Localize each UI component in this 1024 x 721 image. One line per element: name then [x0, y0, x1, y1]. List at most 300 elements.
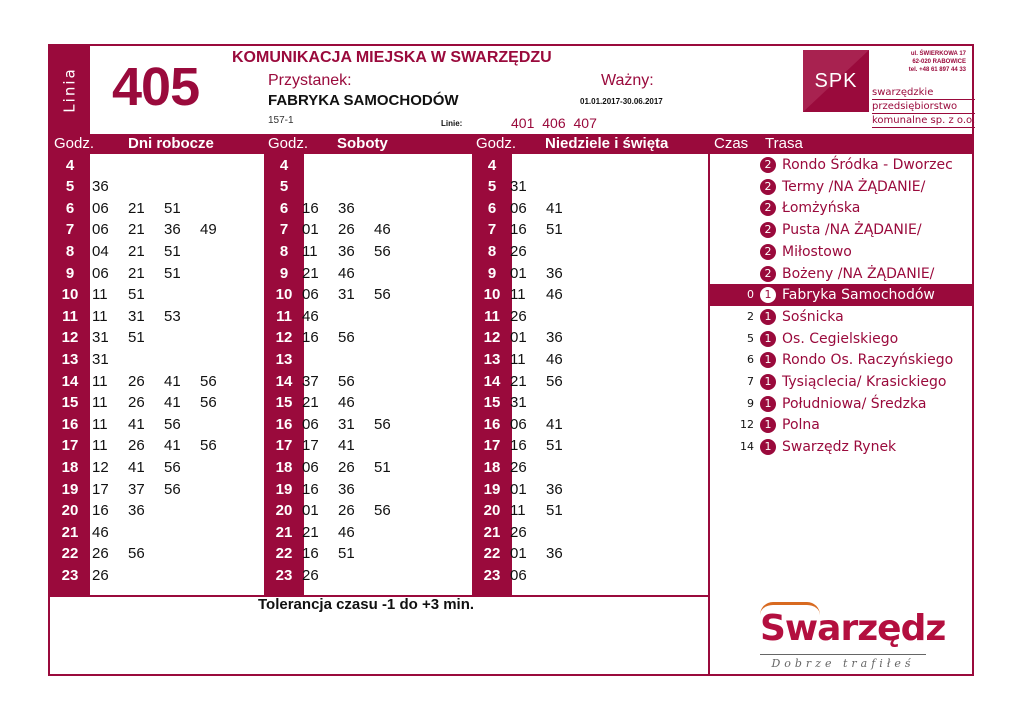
- hour-cell: 14: [61, 372, 79, 390]
- zone-badge: 1: [760, 352, 776, 368]
- minutes-cell: [510, 176, 546, 198]
- departure-minute: 51: [546, 502, 563, 520]
- hour-cell: 16: [275, 415, 293, 433]
- hour-cell: 17: [61, 437, 79, 455]
- departure-minute: 21: [128, 221, 145, 239]
- departure-minute: 36: [546, 480, 563, 498]
- hour-cell: 17: [483, 437, 501, 455]
- hour-cell: 23: [275, 566, 293, 584]
- route-stop-current: [708, 284, 972, 306]
- zone-badge: 2: [760, 179, 776, 195]
- hour-cell: 5: [487, 178, 497, 196]
- departure-minute: 26: [338, 458, 355, 476]
- hour-cell: 12: [61, 329, 79, 347]
- departure-minute: 12: [92, 458, 109, 476]
- departure-minute: 01: [510, 480, 527, 498]
- minutes-cell: [302, 414, 410, 436]
- hour-cell: 8: [279, 242, 289, 260]
- departure-minute: 11: [92, 415, 108, 433]
- route-stop-name: Rondo Śródka - Dworzec: [782, 157, 953, 173]
- departure-minute: 41: [164, 394, 181, 412]
- route-stop: [708, 349, 972, 371]
- departure-minute: 21: [128, 242, 145, 260]
- zone-badge: 1: [760, 374, 776, 390]
- departure-minute: 41: [164, 437, 181, 455]
- departure-minute: 26: [510, 307, 527, 325]
- hour-cell: 7: [65, 221, 75, 239]
- departure-minute: 53: [164, 307, 181, 325]
- hour-cell: 13: [275, 350, 293, 368]
- departure-minute: 21: [302, 523, 319, 541]
- hour-cell: 14: [275, 372, 293, 390]
- departure-minute: 51: [338, 545, 355, 563]
- minutes-cell: [92, 522, 128, 544]
- departure-minute: 26: [510, 458, 527, 476]
- stop-label: Przystanek:: [268, 72, 352, 89]
- departure-minute: 06: [302, 458, 319, 476]
- departure-minute: 56: [374, 502, 391, 520]
- hour-cell: 18: [275, 458, 293, 476]
- departure-minute: 06: [302, 286, 319, 304]
- minutes-cell: [92, 565, 128, 587]
- departure-minute: 01: [510, 329, 527, 347]
- hour-cell: 21: [61, 523, 79, 541]
- minutes-cell: [510, 306, 546, 328]
- zone-badge: 1: [760, 309, 776, 325]
- minutes-cell: [92, 306, 200, 328]
- hour-cell: 19: [483, 480, 501, 498]
- departure-minute: 11: [510, 502, 526, 520]
- departure-minute: 17: [92, 480, 109, 498]
- minutes-cell: [510, 565, 546, 587]
- hour-cell: 15: [61, 394, 79, 412]
- hour-cell: 17: [275, 437, 293, 455]
- route-time: 6: [747, 353, 754, 367]
- minutes-cell: [510, 414, 582, 436]
- route-stop: [708, 263, 972, 285]
- hour-cell: 20: [483, 502, 501, 520]
- departure-minute: 56: [128, 545, 145, 563]
- hour-cell: 11: [484, 307, 500, 325]
- minutes-cell: [302, 306, 338, 328]
- departure-minute: 31: [510, 394, 527, 412]
- hour-cell: 4: [65, 156, 75, 174]
- minutes-cell: [302, 284, 410, 306]
- hour-cell: 7: [279, 221, 289, 239]
- minutes-cell: [92, 241, 200, 263]
- page-title: KOMUNIKACJA MIEJSKA W SWARZĘDZU: [232, 49, 552, 66]
- hour-cell: 10: [483, 286, 501, 304]
- departure-minute: 26: [128, 394, 145, 412]
- departure-minute: 36: [546, 264, 563, 282]
- departure-minute: 56: [164, 458, 181, 476]
- zone-badge: 2: [760, 200, 776, 216]
- departure-minute: 04: [92, 242, 109, 260]
- departure-minute: 46: [546, 350, 563, 368]
- company-name: swarzędzkie przedsiębiorstwo komunalne sp. z o.o.: [872, 87, 976, 126]
- minutes-cell: [92, 263, 200, 285]
- departure-minute: 36: [92, 178, 109, 196]
- line-number: 405: [112, 57, 200, 117]
- valid-dates: 01.01.2017-30.06.2017: [580, 97, 663, 106]
- hour-cell: 19: [61, 480, 79, 498]
- departure-minute: 41: [128, 415, 145, 433]
- col-time: Czas: [714, 135, 749, 152]
- departure-minute: 21: [128, 264, 145, 282]
- hour-cell: 20: [61, 502, 79, 520]
- hour-cell: 19: [275, 480, 293, 498]
- company-address: ul. ŚWIERKOWA 17 62-020 RABOWICE tel. +48 61 897 44 33: [908, 51, 966, 73]
- minutes-cell: [510, 284, 582, 306]
- minutes-cell: [302, 522, 374, 544]
- route-time: 0: [747, 288, 754, 302]
- hour-cell: 6: [65, 199, 75, 217]
- minutes-cell: [302, 241, 410, 263]
- route-stop-name: Pusta /NA ŻĄDANIE/: [782, 222, 922, 239]
- route-stop-name: Południowa/ Średzka: [782, 395, 927, 412]
- minutes-cell: [92, 500, 164, 522]
- route-stop: [708, 219, 972, 241]
- zone-badge: 1: [760, 439, 776, 455]
- departure-minute: 06: [510, 199, 527, 217]
- departure-minute: 01: [510, 264, 527, 282]
- hour-cell: 6: [279, 199, 289, 217]
- departure-minute: 51: [546, 221, 563, 239]
- hour-cell: 12: [275, 329, 293, 347]
- departure-minute: 41: [128, 458, 145, 476]
- minutes-cell: [302, 219, 410, 241]
- route-time: 2: [747, 309, 754, 323]
- tolerance-note: Tolerancja czasu -1 do +3 min.: [258, 596, 475, 613]
- departure-minute: 36: [338, 480, 355, 498]
- zone-badge: 2: [760, 222, 776, 238]
- departure-minute: 06: [510, 566, 527, 584]
- departure-minute: 26: [338, 221, 355, 239]
- departure-minute: 31: [338, 286, 355, 304]
- departure-minute: 51: [128, 286, 145, 304]
- minutes-cell: [302, 327, 374, 349]
- route-time: 12: [740, 418, 754, 432]
- departure-minute: 31: [128, 307, 145, 325]
- departure-minute: 41: [546, 199, 563, 217]
- hour-cell: 9: [65, 264, 75, 282]
- stop-code: 157-1: [268, 115, 294, 126]
- minutes-cell: [92, 414, 200, 436]
- departure-minute: 41: [546, 415, 563, 433]
- departure-minute: 46: [374, 221, 391, 239]
- minutes-cell: [510, 435, 582, 457]
- departure-minute: 06: [302, 415, 319, 433]
- departure-minute: 51: [128, 329, 145, 347]
- departure-minute: 46: [338, 394, 355, 412]
- route-stop-name: Miłostowo: [782, 243, 852, 260]
- minutes-cell: [510, 241, 546, 263]
- departure-minute: 56: [338, 372, 355, 390]
- col-weekdays: Dni robocze: [128, 135, 214, 152]
- route-stop-name: Fabryka Samochodów: [782, 287, 935, 304]
- departure-minute: 17: [302, 437, 319, 455]
- departure-minute: 16: [510, 221, 527, 239]
- route-stop-name: Polna: [782, 417, 820, 434]
- hour-cell: 14: [483, 372, 501, 390]
- stop-name: FABRYKA SAMOCHODÓW: [268, 92, 459, 109]
- minutes-cell: [510, 198, 582, 220]
- minutes-cell: [92, 284, 164, 306]
- col-hour-weekdays: Godz.: [54, 135, 95, 152]
- departure-minute: 51: [374, 458, 391, 476]
- linia-label: Linia: [61, 67, 80, 113]
- route-time: 5: [747, 331, 754, 345]
- minutes-cell: [302, 565, 338, 587]
- route-stop-name: Bożeny /NA ŻĄDANIE/: [782, 265, 935, 282]
- departure-minute: 21: [510, 372, 527, 390]
- route-stop: [708, 306, 972, 328]
- route-stop-name: Sośnicka: [782, 308, 844, 325]
- departure-minute: 56: [200, 437, 217, 455]
- hour-cell: 21: [483, 523, 501, 541]
- minutes-cell: [510, 219, 582, 241]
- col-saturdays: Soboty: [337, 135, 388, 152]
- departure-minute: 31: [92, 350, 109, 368]
- route-stop-name: Tysiąclecia/ Krasickiego: [782, 374, 947, 390]
- minutes-cell: [92, 371, 236, 393]
- col-hour-saturdays: Godz.: [268, 135, 309, 152]
- route-stop: [708, 328, 972, 350]
- route-stop: [708, 436, 972, 458]
- minutes-cell: [302, 198, 374, 220]
- minutes-cell: [92, 219, 236, 241]
- hour-cell: 13: [483, 350, 501, 368]
- route-time: 9: [747, 396, 754, 410]
- departure-minute: 37: [302, 372, 319, 390]
- departure-minute: 11: [92, 437, 108, 455]
- departure-minute: 56: [338, 329, 355, 347]
- departure-minute: 16: [302, 199, 319, 217]
- hour-cell: 20: [275, 502, 293, 520]
- departure-minute: 46: [302, 307, 319, 325]
- departure-minute: 11: [92, 372, 108, 390]
- departure-minute: 56: [200, 372, 217, 390]
- minutes-cell: [510, 327, 582, 349]
- departure-minute: 51: [546, 437, 563, 455]
- minutes-cell: [302, 392, 374, 414]
- zone-badge: 2: [760, 244, 776, 260]
- departure-minute: 06: [510, 415, 527, 433]
- departure-minute: 36: [546, 545, 563, 563]
- zone-badge: 1: [760, 417, 776, 433]
- hour-cell: 11: [62, 307, 78, 325]
- minutes-cell: [510, 392, 546, 414]
- departure-minute: 11: [510, 286, 526, 304]
- hour-cell: 16: [61, 415, 79, 433]
- departure-minute: 11: [92, 307, 108, 325]
- departure-minute: 56: [164, 415, 181, 433]
- departure-minute: 01: [302, 221, 319, 239]
- zone-badge: 1: [760, 396, 776, 412]
- hour-cell: 8: [487, 242, 497, 260]
- minutes-cell: [510, 479, 582, 501]
- minutes-cell: [92, 457, 200, 479]
- departure-minute: 31: [92, 329, 109, 347]
- departure-minute: 51: [164, 199, 181, 217]
- minutes-cell: [92, 392, 236, 414]
- hour-cell: 23: [483, 566, 501, 584]
- departure-minute: 51: [164, 242, 181, 260]
- departure-minute: 56: [374, 415, 391, 433]
- departure-minute: 26: [92, 566, 109, 584]
- route-stop-name: Os. Cegielskiego: [782, 330, 899, 347]
- departure-minute: 36: [164, 221, 181, 239]
- departure-minute: 21: [128, 199, 145, 217]
- departure-minute: 26: [510, 523, 527, 541]
- hour-cell: 9: [279, 264, 289, 282]
- hour-cell: 15: [483, 394, 501, 412]
- hour-cell: 4: [487, 156, 497, 174]
- departure-minute: 46: [546, 286, 563, 304]
- swarzedz-logo: Swarzędz Dobrze trafiłeś: [760, 608, 945, 649]
- minutes-cell: [302, 479, 374, 501]
- hour-cell: 13: [61, 350, 79, 368]
- minutes-cell: [92, 435, 236, 457]
- hour-cell: 6: [487, 199, 497, 217]
- col-hour-sundays: Godz.: [476, 135, 517, 152]
- departure-minute: 26: [302, 566, 319, 584]
- hour-cell: 22: [275, 545, 293, 563]
- hour-cell: 18: [483, 458, 501, 476]
- hour-cell: 5: [279, 178, 289, 196]
- departure-minute: 36: [338, 242, 355, 260]
- route-stop: [708, 154, 972, 176]
- departure-minute: 16: [302, 329, 319, 347]
- departure-minute: 36: [338, 199, 355, 217]
- departure-minute: 51: [164, 264, 181, 282]
- minutes-cell: [92, 543, 164, 565]
- departure-minute: 46: [338, 264, 355, 282]
- departure-minute: 46: [92, 523, 109, 541]
- valid-label: Ważny:: [601, 72, 654, 89]
- departure-minute: 16: [92, 502, 109, 520]
- lines-label: Linie:: [441, 119, 463, 128]
- route-stop: [708, 241, 972, 263]
- departure-minute: 56: [164, 480, 181, 498]
- minutes-cell: [302, 543, 374, 565]
- departure-minute: 46: [338, 523, 355, 541]
- departure-minute: 56: [374, 242, 391, 260]
- hour-cell: 22: [61, 545, 79, 563]
- departure-minute: 56: [374, 286, 391, 304]
- departure-minute: 41: [338, 437, 355, 455]
- departure-minute: 11: [510, 350, 526, 368]
- hour-cell: 16: [483, 415, 501, 433]
- departure-minute: 11: [302, 242, 318, 260]
- departure-minute: 36: [546, 329, 563, 347]
- route-time: 7: [747, 375, 754, 388]
- minutes-cell: [92, 327, 164, 349]
- col-sundays: Niedziele i święta: [545, 135, 669, 152]
- minutes-cell: [510, 543, 582, 565]
- departure-minute: 21: [302, 394, 319, 412]
- hour-cell: 22: [483, 545, 501, 563]
- departure-minute: 49: [200, 221, 217, 239]
- departure-minute: 06: [92, 199, 109, 217]
- departure-minute: 56: [200, 394, 217, 412]
- route-stop-name: Łomżyńska: [782, 200, 861, 217]
- minutes-cell: [302, 435, 374, 457]
- hour-cell: 23: [61, 566, 79, 584]
- departure-minute: 26: [338, 502, 355, 520]
- hour-cell: 15: [275, 394, 293, 412]
- minutes-cell: [302, 457, 410, 479]
- departure-minute: 06: [92, 221, 109, 239]
- hour-cell: 8: [65, 242, 75, 260]
- departure-minute: 16: [510, 437, 527, 455]
- departure-minute: 06: [92, 264, 109, 282]
- hour-cell: 12: [483, 329, 501, 347]
- minutes-cell: [92, 176, 128, 198]
- route-stop: [708, 371, 972, 393]
- zone-badge: 2: [760, 266, 776, 282]
- hour-cell: 7: [487, 221, 497, 239]
- minutes-cell: [302, 500, 410, 522]
- departure-minute: 56: [546, 372, 563, 390]
- minutes-cell: [510, 371, 582, 393]
- zone-badge: 1: [760, 331, 776, 347]
- hour-cell: 4: [279, 156, 289, 174]
- minutes-cell: [510, 500, 582, 522]
- route-stop: [708, 176, 972, 198]
- hour-cell: 11: [276, 307, 292, 325]
- spk-logo: SPK: [803, 50, 869, 112]
- zone-badge: 1: [760, 287, 776, 303]
- route-stop-name: Swarzędz Rynek: [782, 439, 897, 456]
- departure-minute: 36: [128, 502, 145, 520]
- hour-cell: 9: [487, 264, 497, 282]
- departure-minute: 01: [302, 502, 319, 520]
- hour-cell: 18: [61, 458, 79, 476]
- departure-minute: 16: [302, 545, 319, 563]
- departure-minute: 21: [302, 264, 319, 282]
- departure-minute: 11: [92, 286, 108, 304]
- departure-minute: 01: [510, 545, 527, 563]
- route-stop: [708, 414, 972, 436]
- departure-minute: 16: [302, 480, 319, 498]
- departure-minute: 26: [128, 437, 145, 455]
- departure-minute: 26: [128, 372, 145, 390]
- departure-minute: 26: [510, 242, 527, 260]
- departure-minute: 37: [128, 480, 145, 498]
- departure-minute: 11: [92, 394, 108, 412]
- minutes-cell: [510, 457, 546, 479]
- minutes-cell: [302, 371, 374, 393]
- minutes-cell: [92, 349, 128, 371]
- minutes-cell: [92, 198, 200, 220]
- hour-cell: 21: [275, 523, 293, 541]
- minutes-cell: [510, 263, 582, 285]
- zone-badge: 2: [760, 157, 776, 173]
- col-route: Trasa: [765, 135, 803, 152]
- hour-cell: 10: [61, 286, 79, 304]
- departure-minute: 41: [164, 372, 181, 390]
- route-stop-name: Rondo Os. Raczyńskiego: [782, 352, 954, 369]
- minutes-cell: [510, 349, 582, 371]
- route-stop: [708, 393, 972, 415]
- route-stop: [708, 197, 972, 219]
- minutes-cell: [92, 479, 200, 501]
- hour-cell: 10: [275, 286, 293, 304]
- departure-minute: 31: [338, 415, 355, 433]
- minutes-cell: [302, 263, 374, 285]
- departure-minute: 31: [510, 178, 527, 196]
